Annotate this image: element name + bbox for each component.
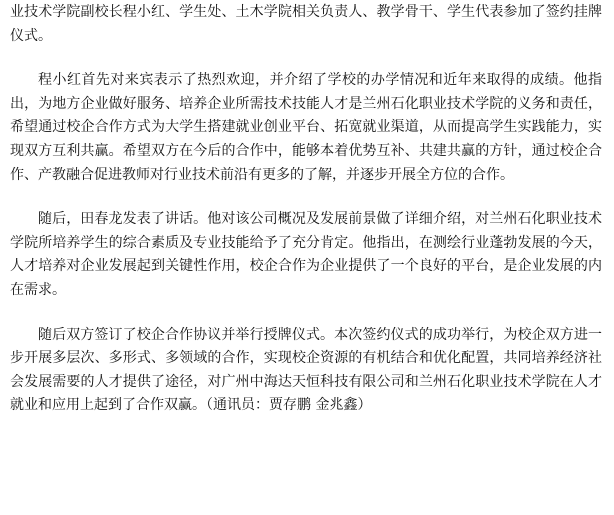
article-paragraph-1: 业技术学院副校长程小红、学生处、土木学院相关负责人、教学骨干、学生代表参加了签约挂牌仪式。 bbox=[10, 4, 602, 44]
article-paragraph-3: 随后，田春龙发表了讲话。他对该公司概况及发展前景做了详细介绍，对兰州石化职业技术学院所培养学生的综合素质及专业技能给予了充分肯定。他指出，在测绘行业蓬勃发展的今天，人才培养对企业发展起到关键性作用，校企合作为企业提供了一个良好的平台，是企业发展的内在需求。 bbox=[10, 211, 602, 298]
article-paragraph-4: 随后双方签订了校企合作协议并举行授牌仪式。本次签约仪式的成功举行，为校企双方进一步开展多层次、多形式、多领域的合作，实现校企资源的有机结合和优化配置，共同培养经济社会发展需要的人才提供了途径，对广州中海达天恒科技有限公司和兰州石化职业技术学院在人才就业和应用上起到了合作双赢。（通讯员：贾存鹏 金兆鑫） bbox=[10, 326, 602, 414]
article-paragraph-2: 程小红首先对来宾表示了热烈欢迎，并介绍了学校的办学情况和近年来取得的成绩。他指出，为地方企业做好服务、培养企业所需技术技能人才是兰州石化职业技术学院的义务和责任，希望通过校企合作方式为大学生搭建就业创业平台、拓宽就业渠道，从而提高学生实践能力，实现双方互利共赢。希望双方在今后的合作中，能够本着优势互补、共建共赢的方针，通过校企合作、产教融合促进教师对行业技术前沿有更多的了解，并逐步开展全方位的合作。 bbox=[10, 72, 602, 183]
